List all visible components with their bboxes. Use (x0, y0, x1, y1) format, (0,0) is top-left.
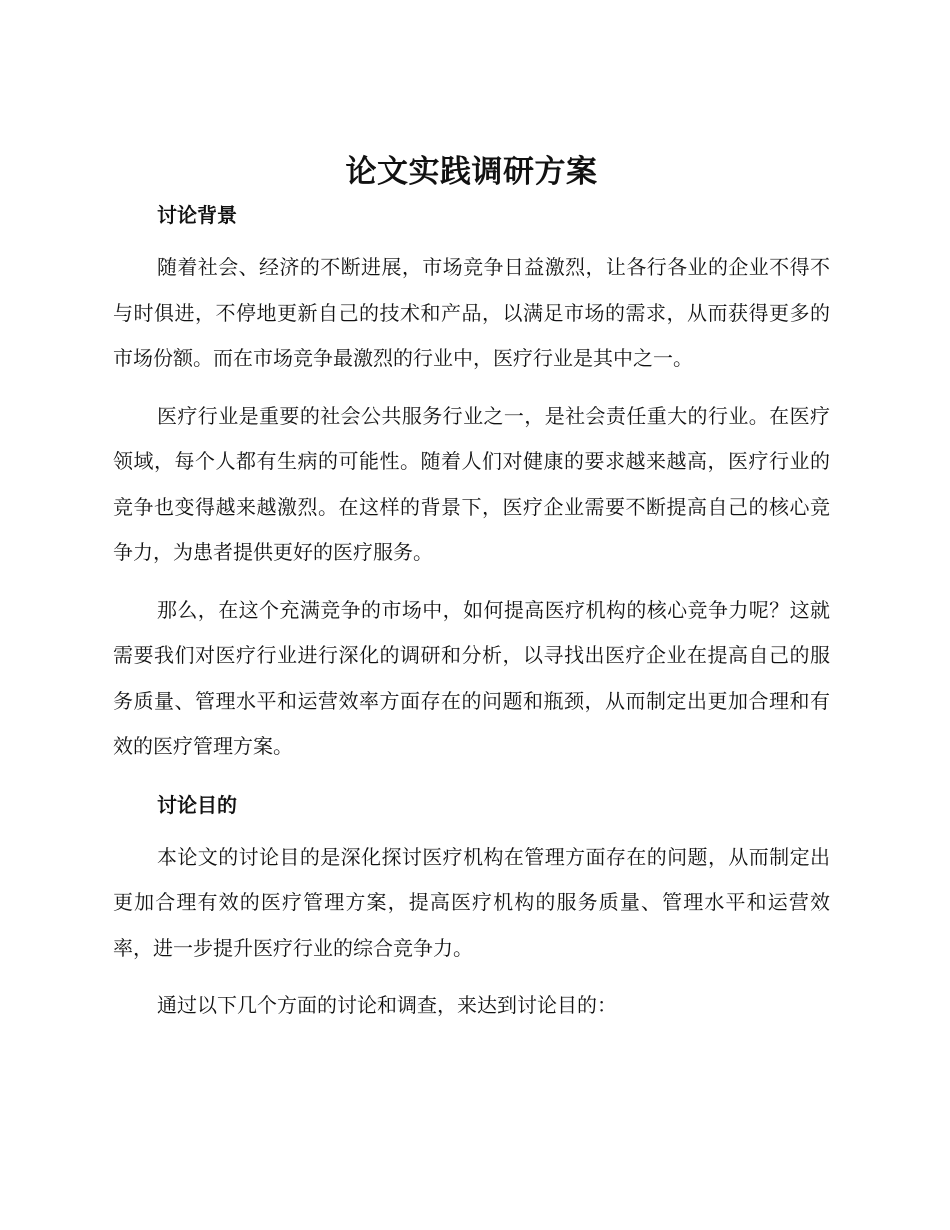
section-heading-background: 讨论背景 (157, 203, 237, 227)
section-heading-purpose: 讨论目的 (157, 792, 237, 817)
paragraph: 通过以下几个方面的讨论和调查，来达到讨论目的： (157, 993, 617, 1017)
paragraph: 医疗行业是重要的社会公共服务行业之一，是社会责任重大的行业。在医疗领域，每个人都有生病的可能性。随着人们对健康的要求越来越高，医疗行业的竞争也变得越来越激烈。在这样的背景下，医疗企业需要不断提高自己的核心竞争力，为患者提供更好的医疗服务。 (113, 403, 830, 564)
paragraph: 本论文的讨论目的是深化探讨医疗机构在管理方面存在的问题，从而制定出更加合理有效的医疗管理方案，提高医疗机构的服务质量、管理水平和运营效率，进一步提升医疗行业的综合竞争力。 (113, 844, 830, 960)
paragraph: 随着社会、经济的不断进展，市场竞争日益激烈，让各行各业的企业不得不与时俱进，不停地更新自己的技术和产品，以满足市场的需求，从而获得更多的市场份额。而在市场竞争最激烈的行业中，医疗行业是其中之一。 (113, 255, 830, 370)
document-title: 论文实践调研方案 (345, 154, 598, 190)
paragraph: 那么，在这个充满竞争的市场中，如何提高医疗机构的核心竞争力呢？这就需要我们对医疗行业进行深化的调研和分析，以寻找出医疗企业在提高自己的服务质量、管理水平和运营效率方面存在的问题和瓶颈，从而制定出更加合理和有效的医疗管理方案。 (113, 597, 830, 758)
